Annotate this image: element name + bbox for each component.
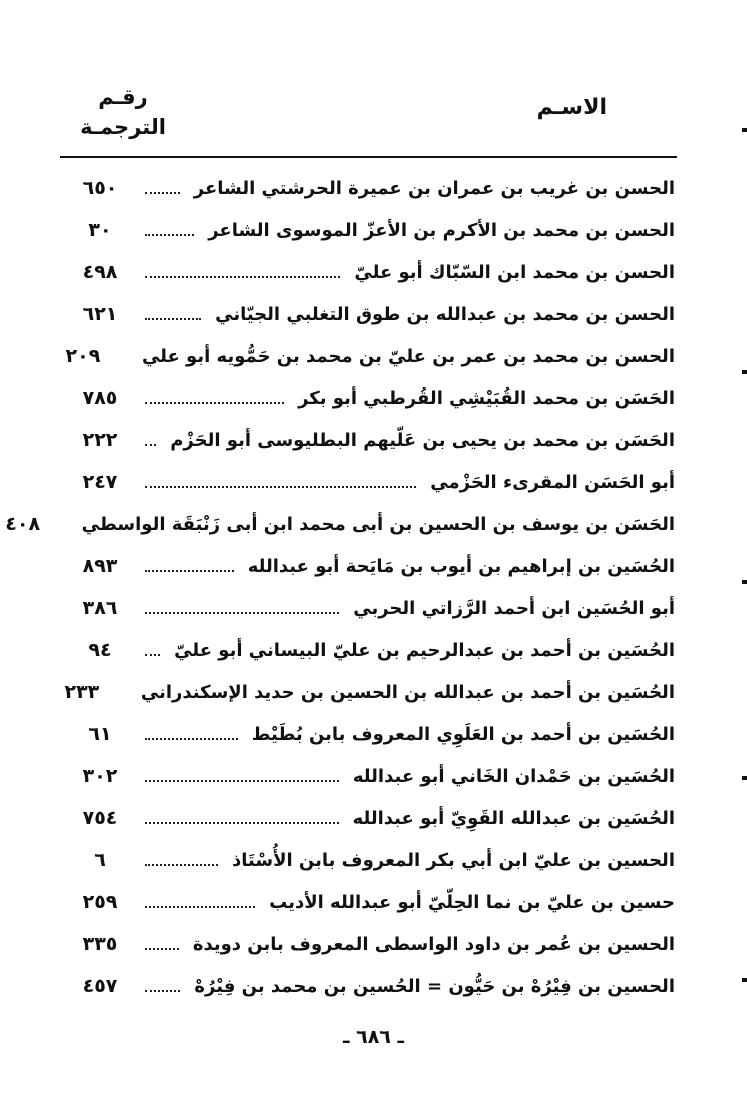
entry-name: أبو الحُسَين ابن أحمد الرَّزاتي الحربي <box>353 597 675 619</box>
index-entry <box>65 209 675 251</box>
index-entry <box>65 545 675 587</box>
entry-number: ٤٩٨ <box>82 261 118 283</box>
entry-number: ٢٢٢ <box>82 429 118 451</box>
dot-leader <box>145 822 339 824</box>
entry-number: ٢٣٣ <box>64 681 100 703</box>
entry-name: أبو الحَسَن المقرىء الحَزْمي <box>430 471 675 493</box>
dot-leader <box>145 990 180 992</box>
entry-name: الحَسَن بن يوسف بن الحسين بن أبى محمد ابن أبى زَنْبَقَة الواسطي <box>81 513 675 535</box>
index-entry <box>65 965 675 1007</box>
entry-name: الحُسَين بن أحمد بن عبدالله بن الحسين بن حديد الإسكندراني <box>140 681 675 703</box>
index-entry <box>65 167 675 209</box>
index-entry <box>65 755 675 797</box>
entry-number: ٨٩٣ <box>82 555 118 577</box>
entry-number: ٦ <box>94 849 106 871</box>
dot-leader <box>145 654 160 656</box>
entry-number: ٣٣٥ <box>82 933 118 955</box>
dot-leader <box>145 906 255 908</box>
entry-name: الحُسَين بن أحمد بن العَلَوِي المعروف بابن بُطَيْط <box>251 723 675 745</box>
entry-number: ٧٥٤ <box>82 807 118 829</box>
dot-leader <box>145 948 179 950</box>
index-entry <box>65 377 675 419</box>
entry-number: ٣٨٦ <box>82 597 118 619</box>
entry-name: الحَسَن بن محمد بن يحيى بن عَلّيهم البطليوسى أبو الحَزْم <box>170 429 675 451</box>
entry-name: الحُسَين بن حَمْدان الخَاني أبو عبدالله <box>352 765 675 787</box>
entry-number: ٩٤ <box>88 639 112 661</box>
margin-mark <box>742 370 747 374</box>
index-entry <box>65 251 675 293</box>
index-entry <box>65 881 675 923</box>
entry-name: الحسين بن عليّ ابن أبي بكر المعروف بابن الأُسْتَاذ <box>232 849 675 871</box>
header-divider <box>60 156 677 158</box>
entry-number: ٦١ <box>88 723 112 745</box>
entry-name: الحسين بن فِيْرُهْ بن حَيُّون = الحُسين بن محمد بن فِيْرُهْ <box>194 975 675 997</box>
index-entry <box>65 839 675 881</box>
dot-leader <box>145 864 218 866</box>
entry-name: الحُسَين بن إبراهيم بن أيوب بن مَايَحة أبو عبدالله <box>247 555 675 577</box>
entry-name: الحُسَين بن عبدالله القَوِيّ أبو عبدالله <box>352 807 675 829</box>
margin-mark <box>742 776 747 780</box>
entry-number: ٤٠٨ <box>5 513 41 535</box>
index-entries-list <box>5 167 675 1007</box>
index-entry <box>65 629 675 671</box>
entry-number: ٢٠٩ <box>65 345 101 367</box>
index-entry <box>65 335 675 377</box>
dot-leader <box>145 192 180 194</box>
page-number <box>0 1026 747 1048</box>
entry-name: حسين بن عليّ بن نما الحِلّيّ أبو عبدالله الأديب <box>269 891 675 913</box>
number-column-header-line1: رقـم <box>98 85 148 109</box>
dot-leader <box>145 444 156 446</box>
dot-leader <box>145 570 234 572</box>
entry-name: الحسن بن محمد بن عبدالله بن طوق التغلبي الجيّاني <box>215 303 675 325</box>
entry-name: الحسين بن عُمر بن داود الواسطى المعروف بابن دويدة <box>192 933 675 955</box>
entry-number: ٣٠ <box>88 219 112 241</box>
name-column-header <box>137 95 607 120</box>
dot-leader <box>145 612 339 614</box>
dot-leader <box>145 486 416 488</box>
index-entry <box>65 461 675 503</box>
dot-leader <box>145 402 284 404</box>
index-entry <box>65 797 675 839</box>
index-entry <box>65 293 675 335</box>
entry-number: ٣٠٢ <box>82 765 118 787</box>
entry-name: الحسن بن محمد ابن السّبّاك أبو عليّ <box>354 261 675 283</box>
index-entry <box>65 587 675 629</box>
entry-name: الحَسَن بن محمد القُبَيْشِي القُرطبي أبو بكر <box>298 387 675 409</box>
entry-name: الحسن بن محمد بن الأكرم بن الأعزّ الموسوى الشاعر <box>208 219 675 241</box>
entry-name: الحسن بن غريب بن عمران بن عميرة الحرشتي الشاعر <box>193 177 675 199</box>
entry-number: ٢٤٧ <box>82 471 118 493</box>
dot-leader <box>145 780 339 782</box>
margin-mark <box>742 128 747 132</box>
dot-leader <box>145 234 194 236</box>
dot-leader <box>145 276 340 278</box>
dot-leader <box>145 318 201 320</box>
name-column-header-text: الاسـم <box>536 95 607 120</box>
entry-number: ٢٥٩ <box>82 891 118 913</box>
entry-number: ٧٨٥ <box>82 387 118 409</box>
number-column-header-line2: الترجمـة <box>80 115 166 139</box>
margin-mark <box>742 978 747 982</box>
index-entry <box>65 923 675 965</box>
entry-number: ٦٥٠ <box>82 177 118 199</box>
page-number-text: ـ ٦٨٦ ـ <box>342 1026 404 1048</box>
index-entry <box>5 503 675 545</box>
entry-name: الحُسَين بن أحمد بن عبدالرحيم بن عليّ البيساني أبو عليّ <box>174 639 675 661</box>
number-column-header <box>68 82 178 142</box>
index-entry <box>65 419 675 461</box>
entry-number: ٤٥٧ <box>82 975 118 997</box>
entry-name: الحسن بن محمد بن عمر بن عليّ بن محمد بن حَمُّويه أبو علي <box>141 345 675 367</box>
dot-leader <box>145 738 238 740</box>
margin-mark <box>742 580 747 584</box>
index-entry <box>65 671 675 713</box>
entry-number: ٦٢١ <box>82 303 118 325</box>
index-entry <box>65 713 675 755</box>
